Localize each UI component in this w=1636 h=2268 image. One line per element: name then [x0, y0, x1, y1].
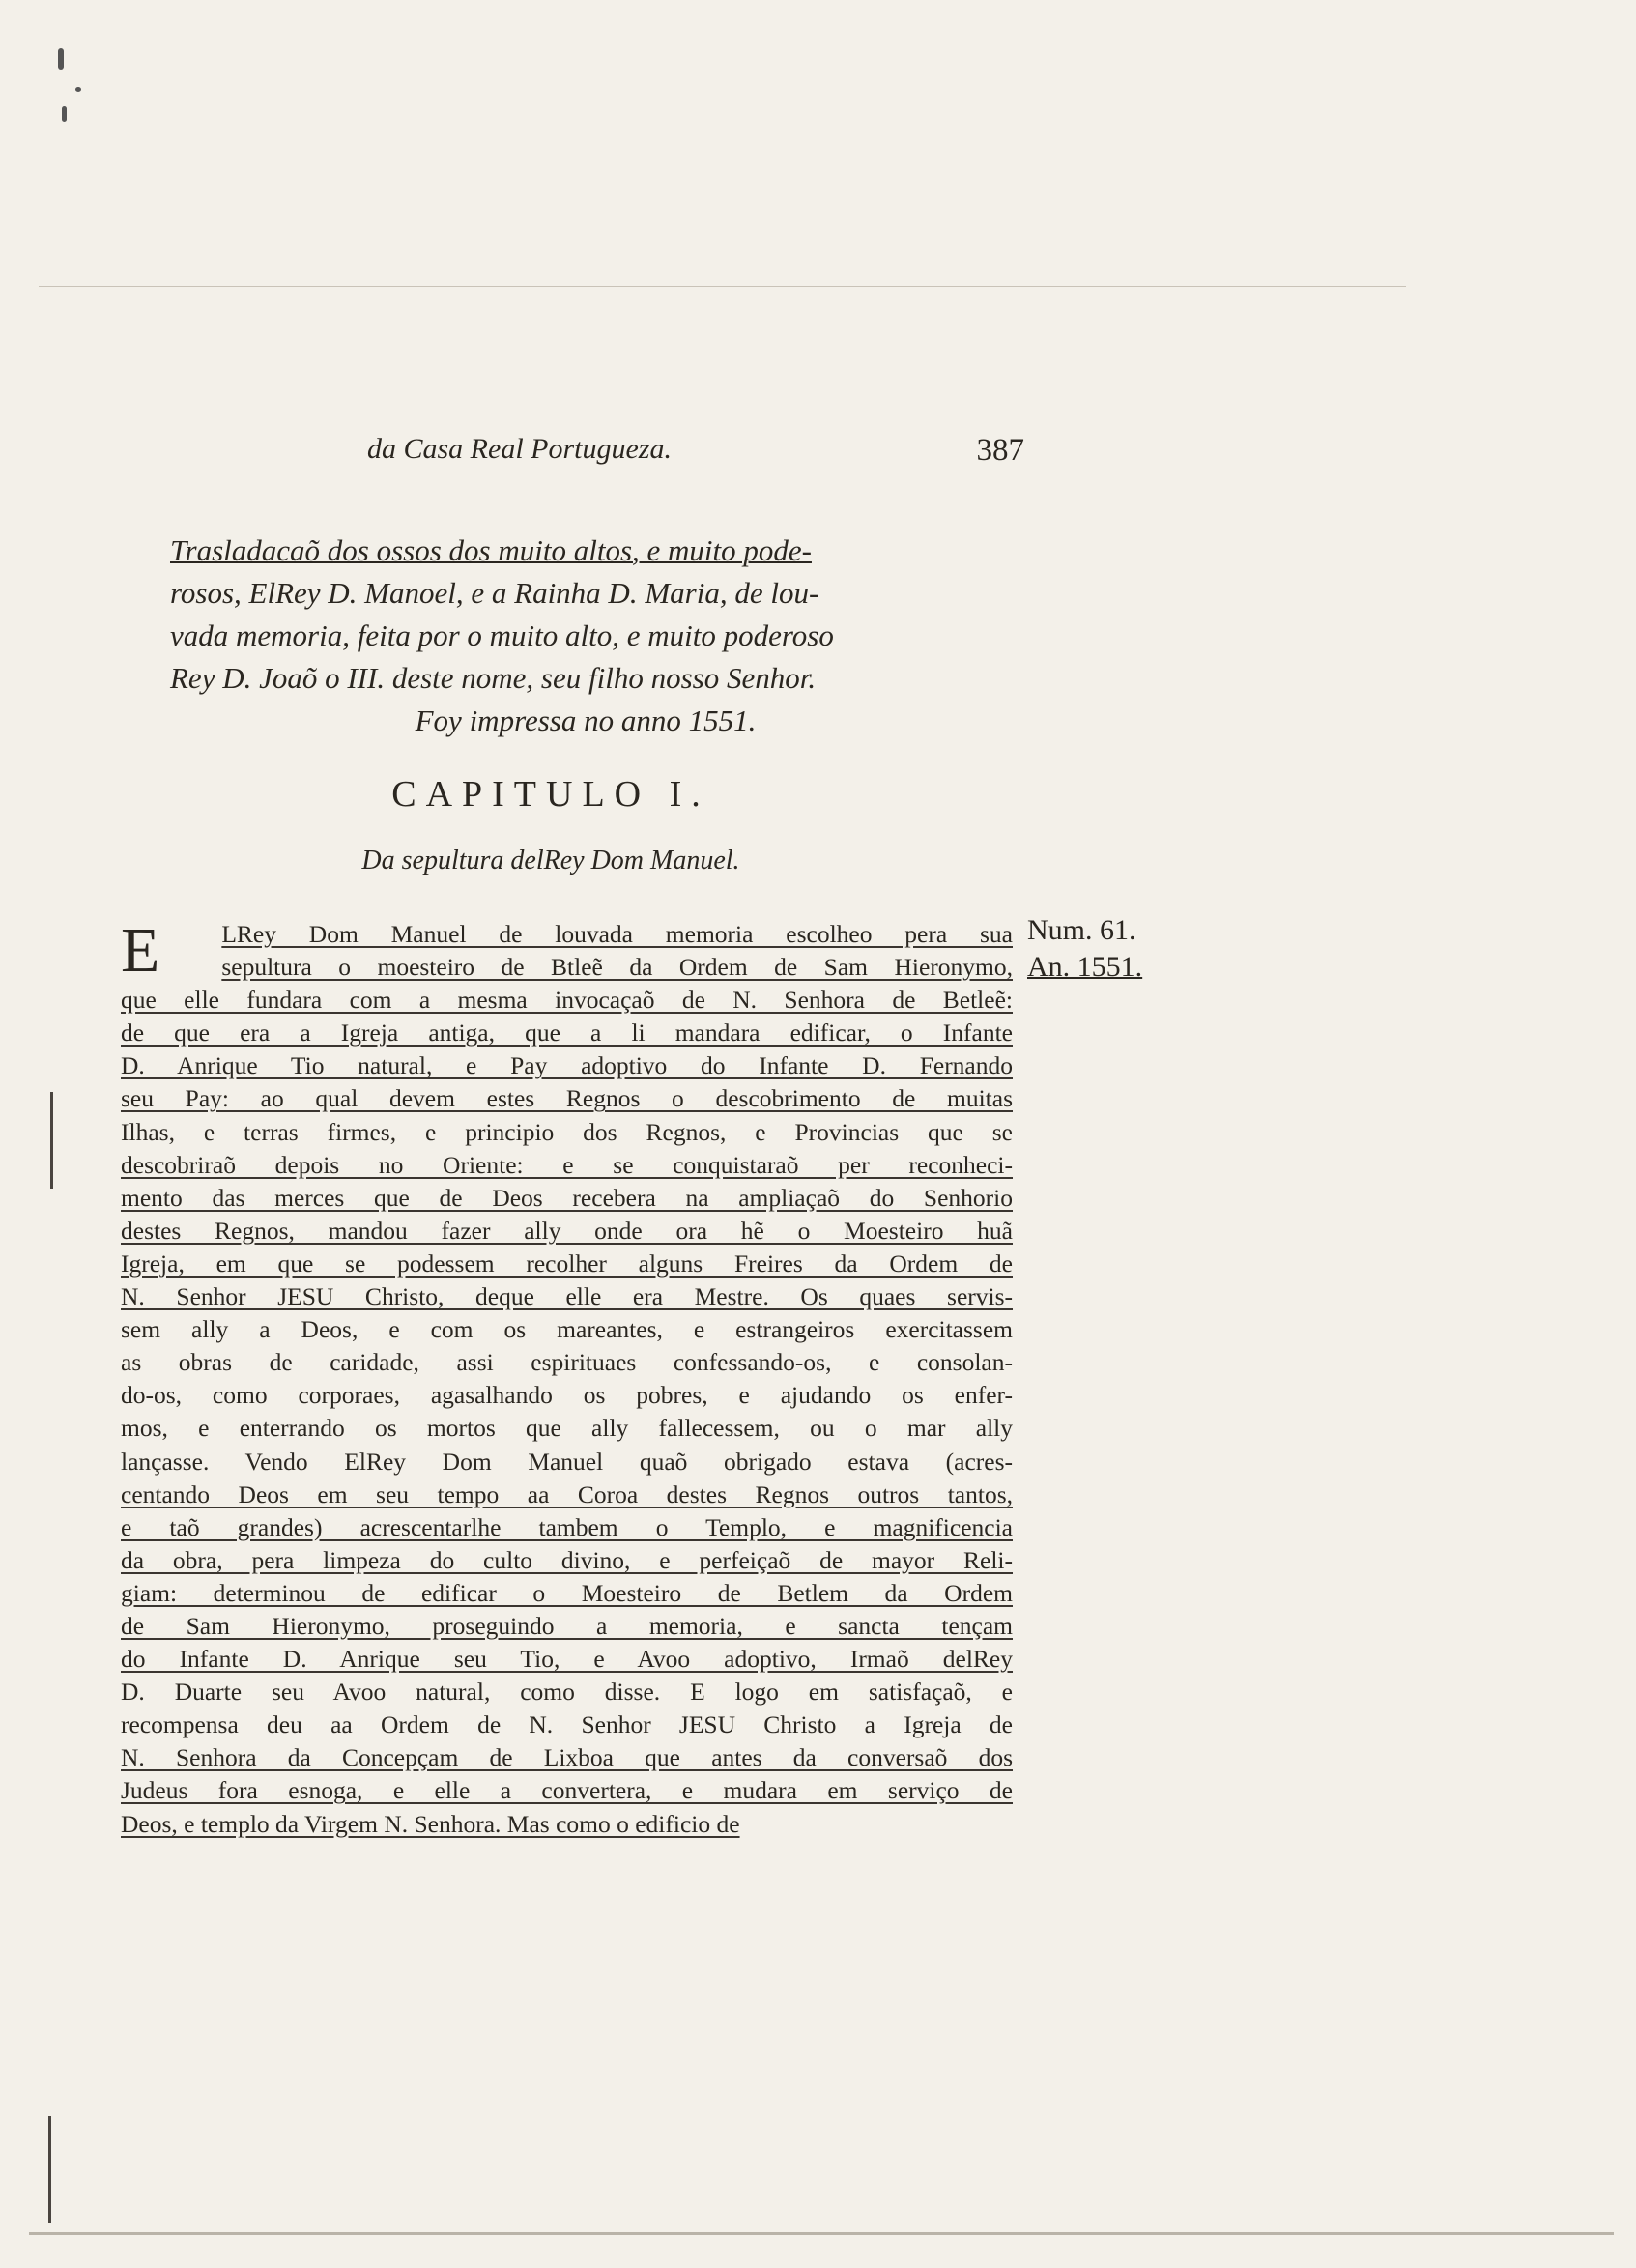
body-line: de Sam Hieronymo, proseguindo a memoria, e sancta tençam	[121, 1611, 1013, 1640]
running-title: da Casa Real Portugueza.	[367, 433, 672, 465]
body-line: do Infante D. Anrique seu Tio, e Avoo adoptivo, Irmaõ delRey	[121, 1645, 1013, 1674]
heading-block	[170, 530, 1001, 742]
body-line: destes Regnos, mandou fazer ally onde ora hẽ o Moesteiro huã	[121, 1216, 1013, 1245]
body-line: mos, e enterrando os mortos que ally fallecessem, ou o mar ally	[121, 1414, 1013, 1443]
body-line: Ilhas, e terras firmes, e principio dos Regnos, e Provincias que se	[121, 1117, 1013, 1146]
body-line: do-os, como corporaes, agasalhando os pobres, e ajudando os enfer-	[121, 1381, 1013, 1410]
side-note-year: An. 1551.	[1027, 951, 1143, 983]
side-note-num: Num. 61.	[1027, 914, 1136, 946]
body-line: Judeus fora esnoga, e elle a convertera, e mudara em serviço de	[121, 1776, 1013, 1805]
body-text	[121, 915, 1013, 1841]
body-line: giam: determinou de edificar o Moesteiro de Betlem da Ordem	[121, 1578, 1013, 1607]
body-line: descobriraõ depois no Oriente: e se conquistaraõ per reconheci-	[121, 1150, 1013, 1179]
body-line: recompensa deu aa Ordem de N. Senhor JESU Christo a Igreja de	[121, 1710, 1013, 1739]
body-line: sepultura o moesteiro de Btleẽ da Ordem de Sam Hieronymo,	[221, 953, 1013, 982]
body-line: seu Pay: ao qual devem estes Regnos o descobrimento de muitas	[121, 1084, 1013, 1113]
margin-mark	[48, 2116, 51, 2223]
body-line: N. Senhor JESU Christo, deque elle era Mestre. Os quaes servis-	[121, 1282, 1013, 1311]
body-line: e taõ grandes) acrescentarlhe tambem o Templo, e magnificencia	[121, 1512, 1013, 1541]
side-note	[1027, 912, 1191, 986]
body-line: mento das merces que de Deos recebera na ampliaçaõ do Senhorio	[121, 1183, 1013, 1212]
ink-spot	[75, 87, 81, 92]
drop-cap: E	[121, 915, 160, 986]
heading-line: Rey D. Joaõ o III. deste nome, seu filho nosso Senhor.	[170, 661, 817, 695]
heading-line: rosos, ElRey D. Manoel, e a Rainha D. Maria, de lou-	[170, 576, 819, 610]
body-line: Deos, e templo da Virgem N. Senhora. Mas como o edificio de	[121, 1809, 740, 1838]
body-line: N. Senhora da Concepçam de Lixboa que antes da conversaõ dos	[121, 1743, 1013, 1772]
body-line: D. Anrique Tio natural, e Pay adoptivo do Infante D. Fernando	[121, 1051, 1013, 1080]
heading-imprint: Foy impressa no anno 1551.	[415, 703, 757, 737]
page-number: 387	[976, 433, 1024, 468]
ink-spot	[62, 106, 67, 122]
heading-line: vada memoria, feita por o muito alto, e muito poderoso	[170, 618, 834, 652]
page-bottom-edge	[29, 2232, 1614, 2235]
body-line: D. Duarte seu Avoo natural, como disse. E logo em satisfaçaõ, e	[121, 1678, 1013, 1707]
body-line: as obras de caridade, assi espirituaes confessando-os, e consolan-	[121, 1348, 1013, 1377]
body-line: sem ally a Deos, e com os mareantes, e estrangeiros exercitassem	[121, 1315, 1013, 1344]
body-line: centando Deos em seu tempo aa Coroa destes Regnos outros tantos,	[121, 1479, 1013, 1508]
chapter-title: CAPITULO I.	[391, 774, 710, 815]
body-line: Igreja, em que se podessem recolher alguns Freires da Ordem de	[121, 1249, 1013, 1278]
chapter-subtitle: Da sepultura delRey Dom Manuel.	[361, 846, 740, 876]
ink-spot	[58, 48, 64, 70]
heading-line: Trasladacaõ dos ossos dos muito altos, e muito pode-	[170, 533, 812, 567]
body-line: que elle fundara com a mesma invocaçaõ de N. Senhora de Betleẽ:	[121, 986, 1013, 1015]
body-line: lançasse. Vendo ElRey Dom Manuel quaõ obrigado estava (acres-	[121, 1447, 1013, 1476]
margin-mark	[50, 1092, 53, 1189]
body-line: da obra, pera limpeza do culto divino, e perfeiçaõ de mayor Reli-	[121, 1545, 1013, 1574]
body-line: LRey Dom Manuel de louvada memoria escolheo pera sua	[221, 920, 1013, 948]
page-edge-rule	[39, 286, 1406, 287]
body-line: de que era a Igreja antiga, que a li mandara edificar, o Infante	[121, 1019, 1013, 1048]
running-head	[367, 433, 1024, 481]
